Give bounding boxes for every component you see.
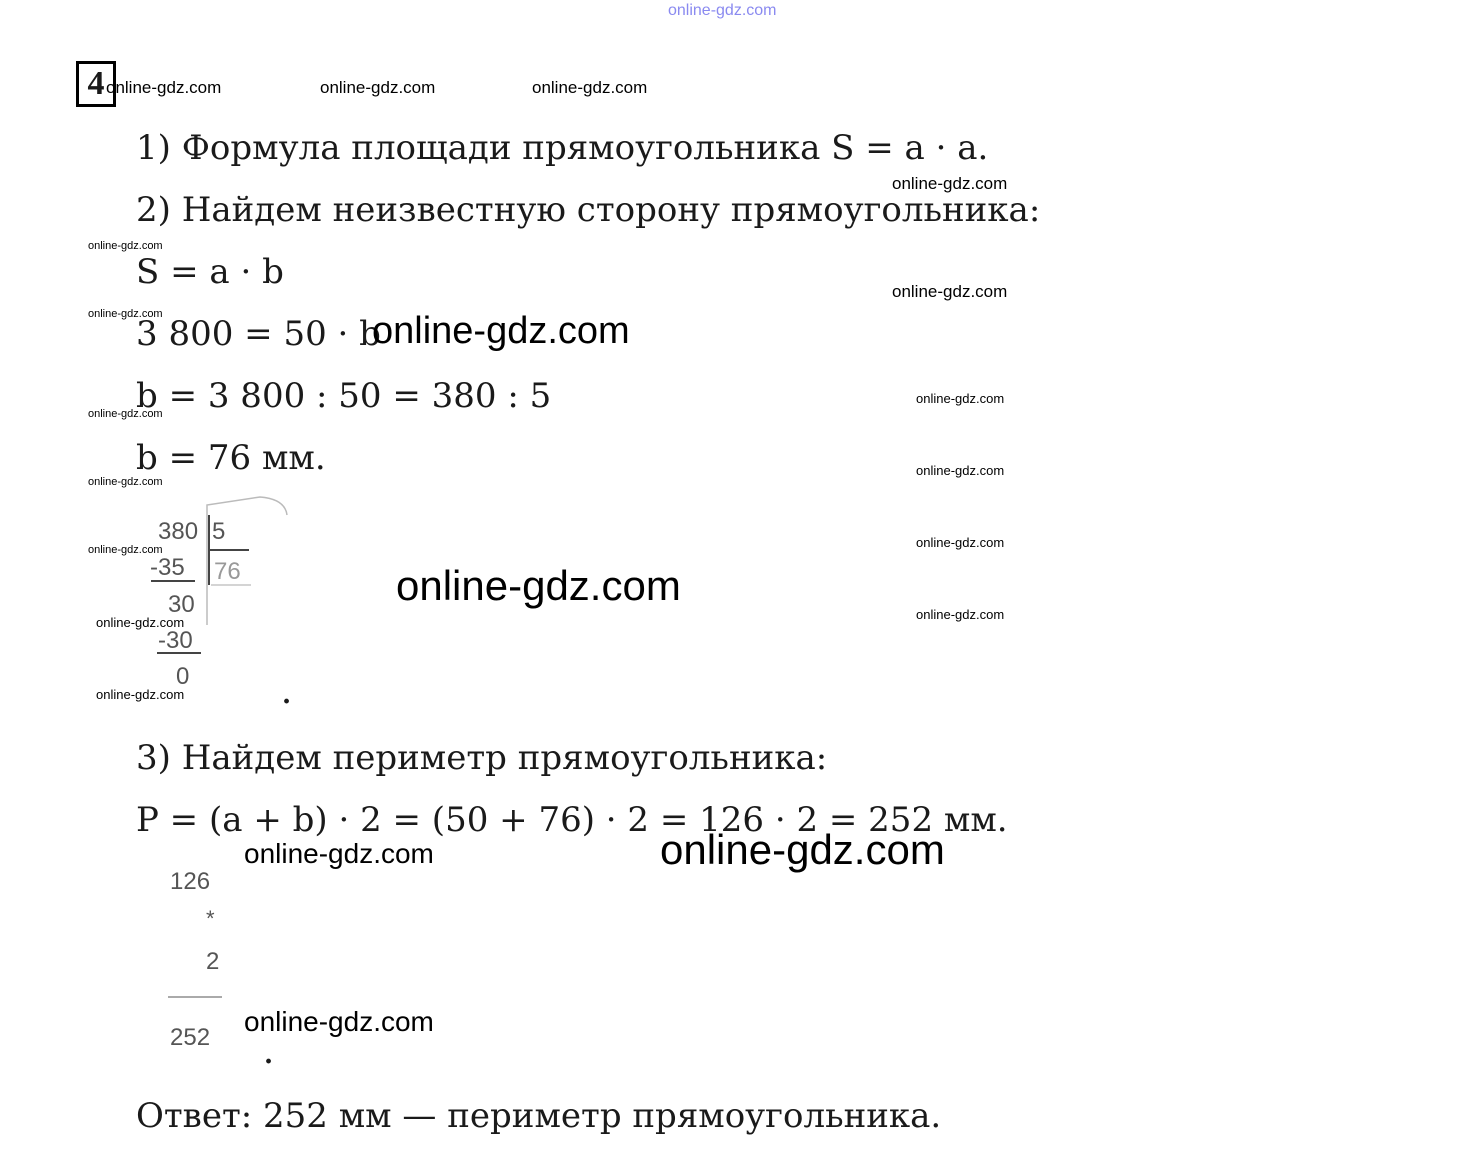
watermark: online-gdz.com [320, 78, 436, 97]
factor-2: 2 [206, 948, 220, 975]
watermark: online-gdz.com [660, 826, 945, 873]
product: 252 [170, 1024, 211, 1051]
solution-line-2: 2) Найдем неизвестную сторону прямоугольника: [136, 190, 1041, 230]
factor-1: 126 [170, 868, 211, 895]
dot-mark: . [264, 1040, 274, 1070]
watermark: online-gdz.com [372, 310, 630, 352]
watermark: online-gdz.com [916, 535, 1005, 550]
equation-3: b = 76 мм. [136, 438, 326, 478]
subtrahend-1: -35 [150, 554, 185, 581]
watermark: online-gdz.com [916, 463, 1005, 478]
answer: Ответ: 252 мм — периметр прямоугольника. [136, 1096, 942, 1136]
watermark: online-gdz.com [892, 282, 1008, 301]
dot-mark: . [282, 680, 292, 710]
multiply-sign: * [206, 906, 215, 931]
watermark: online-gdz.com [916, 607, 1005, 622]
watermark: online-gdz.com [96, 687, 185, 702]
watermark: online-gdz.com [88, 308, 163, 320]
multiply-line [166, 992, 226, 1002]
divisor: 5 [212, 518, 226, 545]
watermark: online-gdz.com [106, 78, 222, 97]
watermark: online-gdz.com [396, 562, 681, 609]
remainder-2: 0 [176, 663, 190, 690]
quotient: 76 [214, 558, 241, 585]
watermark: online-gdz.com [244, 1006, 434, 1037]
subtrahend-2: -30 [158, 627, 193, 654]
watermark: online-gdz.com [88, 476, 163, 488]
watermark: online-gdz.com [244, 838, 434, 869]
watermark: online-gdz.com [532, 78, 648, 97]
equation-1: 3 800 = 50 · b [136, 314, 381, 354]
solution-line-3: 3) Найдем периметр прямоугольника: [136, 738, 828, 778]
formula-area: S = a · b [136, 252, 284, 292]
perimeter-formula: P = (a + b) · 2 = (50 + 76) · 2 = 126 · 2 = 252 мм. [136, 800, 1008, 840]
watermark: online-gdz.com [892, 174, 1008, 193]
dividend: 380 [158, 518, 199, 545]
watermark: online-gdz.com [96, 615, 185, 630]
watermark: online-gdz.com [88, 544, 163, 556]
solution-line-1: 1) Формула площади прямоугольника S = a · a. [136, 128, 989, 168]
watermark: online-gdz.com [88, 408, 163, 420]
top-watermark: online-gdz.com [668, 2, 777, 19]
equation-2: b = 3 800 : 50 = 380 : 5 [136, 376, 552, 416]
remainder-1: 30 [168, 591, 195, 618]
task-number: 4 [76, 61, 116, 107]
watermark: online-gdz.com [916, 391, 1005, 406]
watermark: online-gdz.com [88, 240, 163, 252]
